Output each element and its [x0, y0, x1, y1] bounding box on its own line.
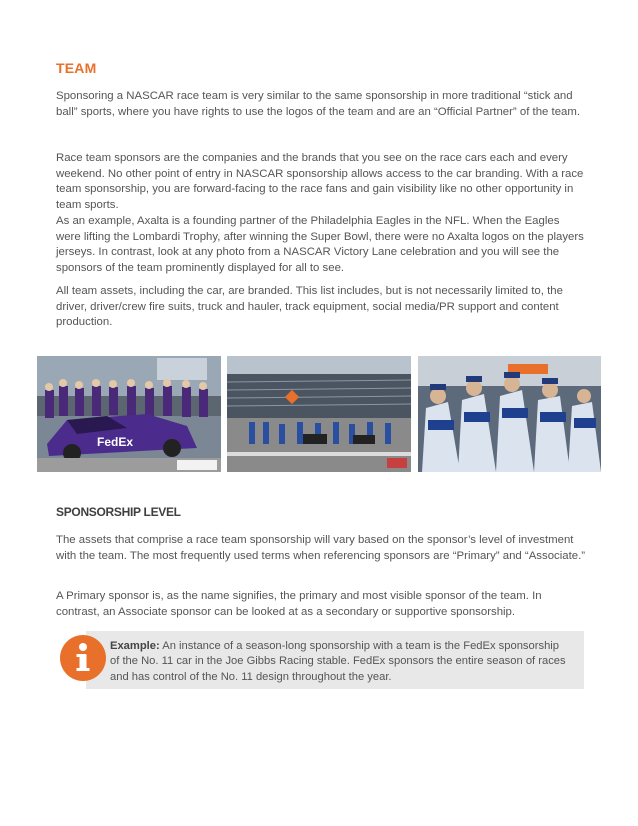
example-callout	[86, 631, 584, 689]
callout-label: Example:	[110, 640, 160, 652]
photo-team-with-car	[37, 356, 221, 472]
sponsorship-paragraph-2: A Primary sponsor is, as the name signifies, the primary and most visible sponsor of the team. In contrast, an Associate sponsor can be looked at as a secondary or supportive sponsorship.	[56, 590, 542, 618]
sponsorship-paragraph-1: The assets that comprise a race team sponsorship will vary based on the sponsor’s level of investment with the team. The most frequently used terms when referencing sponsors are “Primary” and “Associate.”	[56, 534, 586, 562]
photo-crew-anthem	[418, 356, 601, 472]
team-paragraph-3: As an example, Axalta is a founding partner of the Philadelphia Eagles in the NFL. When the Eagles were lifting the Lombardi Trophy, after winning the Super Bowl, there were no Axalta logos on the players jerseys. In contrast, look at any photo from a NASCAR Victory Lane celebration and you will see the sponsors of the team prominently displayed for all to see.	[56, 215, 584, 274]
team-paragraph-4: All team assets, including the car, are branded. This list includes, but is not necessarily limited to, the driver, driver/crew fire suits, truck and hauler, track equipment, social media/PR support and content production.	[56, 285, 563, 329]
photo-grandstand-lineup	[227, 356, 411, 472]
callout-text: An instance of a season-long sponsorship with a team is the FedEx sponsorship of the No. 11 car in the Joe Gibbs Racing stable. FedEx sponsors the entire season of races and has control of the No. 11 design throughout the year.	[110, 640, 566, 683]
team-heading: TEAM	[56, 60, 97, 76]
team-paragraph-2: Race team sponsors are the companies and the brands that you see on the race cars each and every weekend. No other point of entry in NASCAR sponsorship allows access to the car branding. With a race team sponsorship, you are forward-facing to the race fans and gain visibility like no other opportunity in team sports.	[56, 152, 584, 211]
team-paragraph-1: Sponsoring a NASCAR race team is very similar to the same sponsorship in more traditional “stick and ball” sports, where you have rights to use the logos of the team and are an “Official Partner” of the team.	[56, 90, 581, 118]
sponsorship-heading: SPONSORSHIP LEVEL	[56, 505, 181, 519]
svg-text:FedEx: FedEx	[97, 435, 134, 449]
info-icon	[60, 635, 106, 681]
